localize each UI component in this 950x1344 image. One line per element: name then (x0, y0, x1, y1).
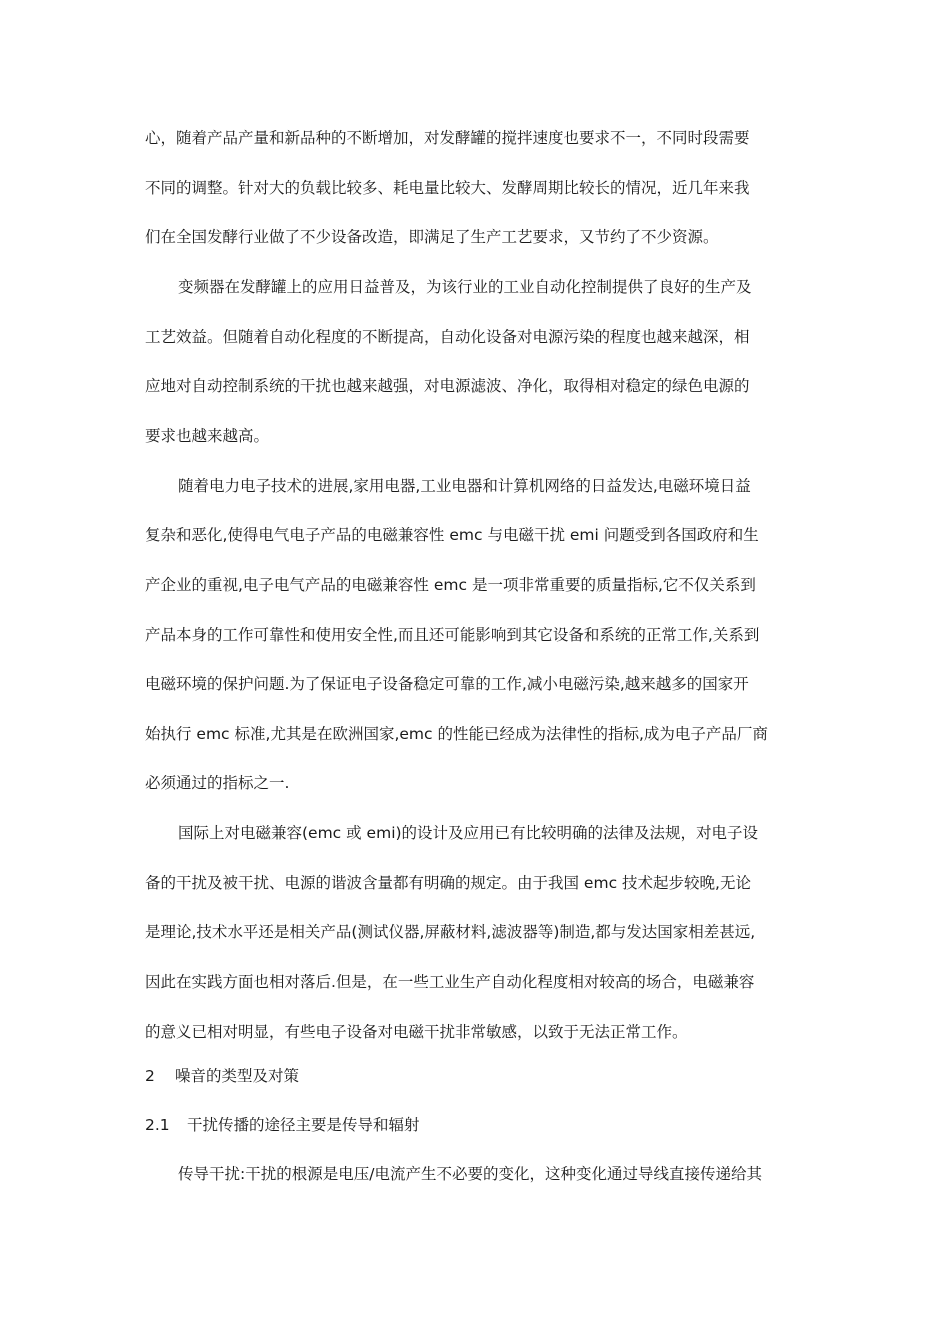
paragraph-4-line-4: 因此在实践方面也相对落后.但是，在一些工业生产自动化程度相对较高的场合，电磁兼容 (145, 973, 755, 991)
paragraph-4-line-3: 是理论,技术水平还是相关产品(测试仪器,屏蔽材料,滤波器等)制造,都与发达国家相差甚远, (145, 923, 756, 941)
subsection-number: 2.1 (145, 1116, 170, 1134)
paragraph-3-line-7: 必须通过的指标之一. (145, 774, 290, 792)
paragraph-4-line-1: 国际上对电磁兼容(emc 或 emi)的设计及应用已有比较明确的法律及法规，对电子设 (178, 824, 759, 842)
paragraph-3-line-1: 随着电力电子技术的进展,家用电器,工业电器和计算机网络的日益发达,电磁环境日益 (178, 477, 751, 495)
subsection-heading (145, 1115, 420, 1135)
section-heading (145, 1066, 299, 1086)
subsection-title: 干扰传播的途径主要是传导和辐射 (187, 1116, 420, 1134)
paragraph-1-line-1: 心，随着产品产量和新品种的不断增加，对发酵罐的搅拌速度也要求不一，不同时段需要 (145, 129, 750, 147)
paragraph-2-line-1: 变频器在发酵罐上的应用日益普及，为该行业的工业自动化控制提供了良好的生产及 (178, 278, 752, 296)
paragraph-4-line-2: 备的干扰及被干扰、电源的谐波含量都有明确的规定。由于我国 emc 技术起步较晚,无论 (145, 874, 751, 892)
paragraph-4-line-5: 的意义已相对明显，有些电子设备对电磁干扰非常敏感，以致于无法正常工作。 (145, 1023, 688, 1041)
section-number: 2 (145, 1067, 155, 1085)
paragraph-3-line-3: 产企业的重视,电子电气产品的电磁兼容性 emc 是一项非常重要的质量指标,它不仅关系到 (145, 576, 756, 594)
paragraph-3-line-5: 电磁环境的保护问题.为了保证电子设备稳定可靠的工作,减小电磁污染,越来越多的国家开 (145, 675, 749, 693)
paragraph-1-line-2: 不同的调整。针对大的负载比较多、耗电量比较大、发酵周期比较长的情况，近几年来我 (145, 179, 750, 197)
paragraph-3-line-2: 复杂和恶化,使得电气电子产品的电磁兼容性 emc 与电磁干扰 emi 问题受到各国政府和生 (145, 526, 759, 544)
section-title: 噪音的类型及对策 (175, 1067, 300, 1085)
paragraph-2-line-3: 应地对自动控制系统的干扰也越来越强，对电源滤波、净化，取得相对稳定的绿色电源的 (145, 377, 750, 395)
paragraph-3-line-4: 产品本身的工作可靠性和使用安全性,而且还可能影响到其它设备和系统的正常工作,关系到 (145, 626, 760, 644)
paragraph-5-line-1: 传导干扰:干扰的根源是电压/电流产生不必要的变化，这种变化通过导线直接传递给其 (178, 1165, 762, 1183)
paragraph-1-line-3: 们在全国发酵行业做了不少设备改造，即满足了生产工艺要求，又节约了不少资源。 (145, 228, 719, 246)
paragraph-3-line-6: 始执行 emc 标准,尤其是在欧洲国家,emc 的性能已经成为法律性的指标,成为电子产品厂商 (145, 725, 768, 743)
paragraph-2-line-2: 工艺效益。但随着自动化程度的不断提高，自动化设备对电源污染的程度也越来越深，相 (145, 328, 750, 346)
paragraph-2-line-4: 要求也越来越高。 (145, 427, 270, 445)
